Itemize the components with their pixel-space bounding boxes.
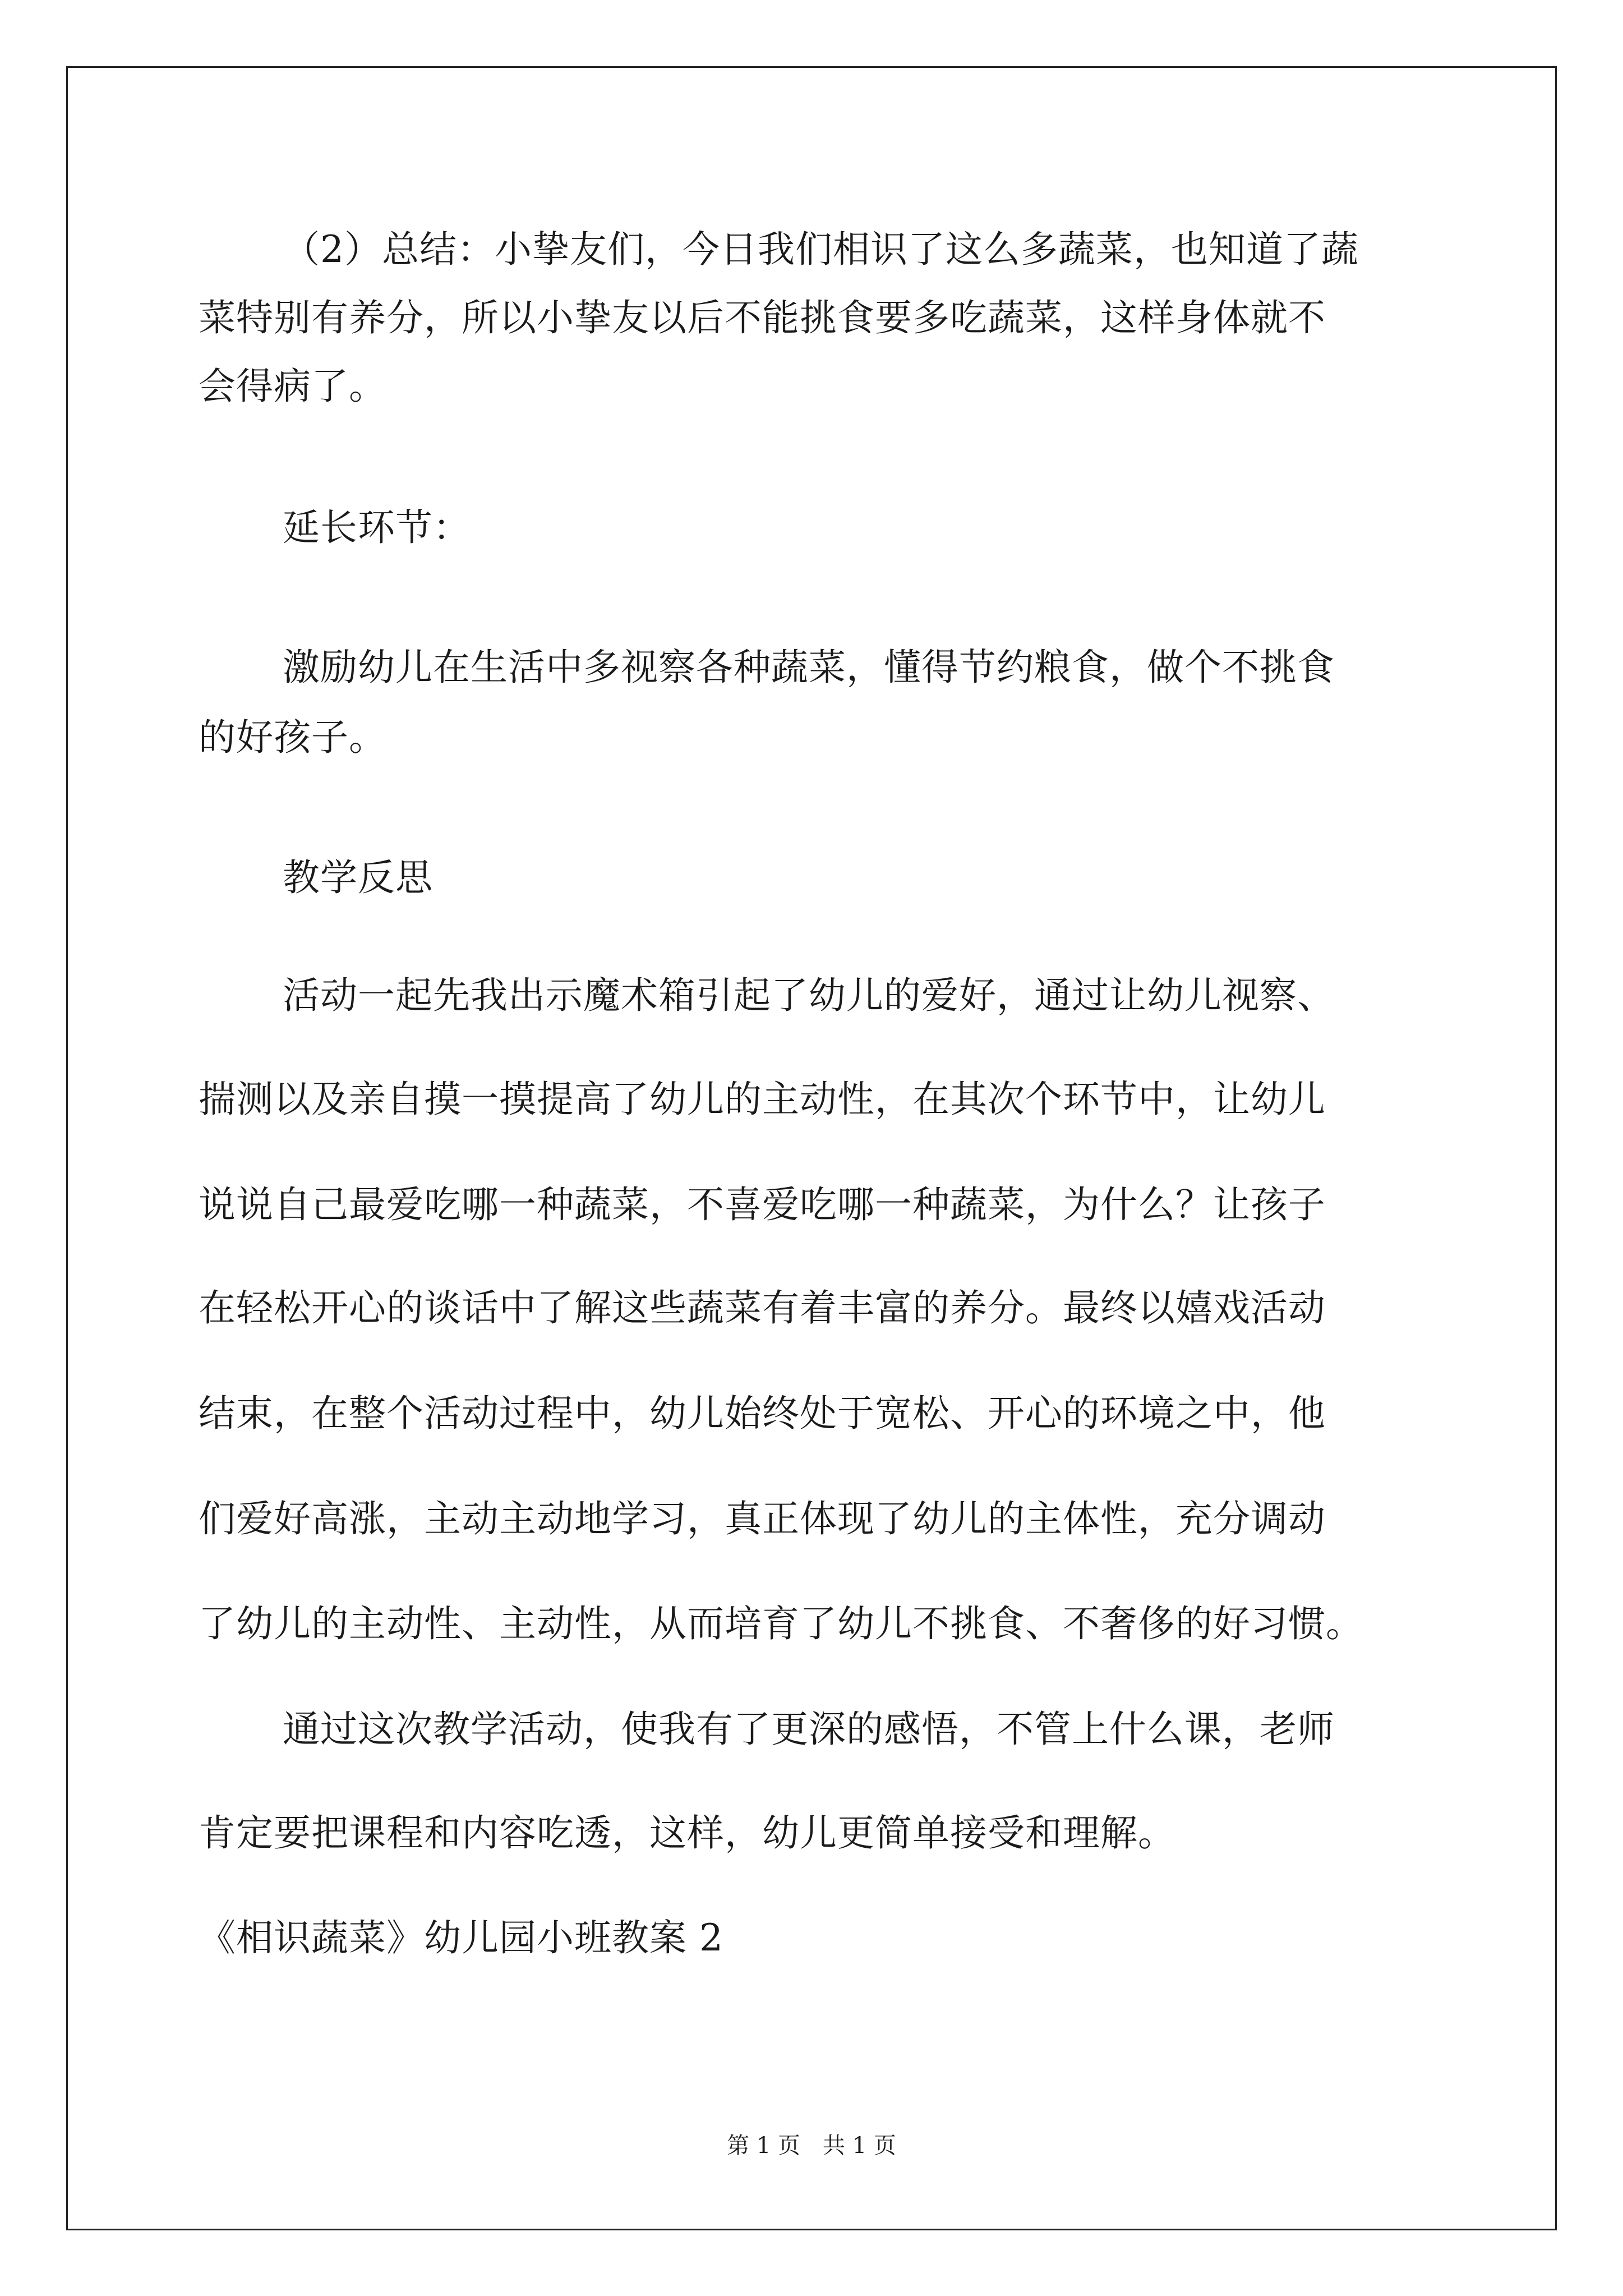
- reflection-line-2: 揣测以及亲自摸一摸提高了幼儿的主动性，在其次个环节中，让幼儿: [199, 1078, 1326, 1121]
- reflection-line-6: 们爱好高涨，主动主动地学习，真正体现了幼儿的主体性，充分调动: [199, 1497, 1326, 1540]
- reflection-line-1: 活动一起先我出示魔术箱引起了幼儿的爱好，通过让幼儿视察、: [283, 974, 1335, 1017]
- reflection-line-7: 了幼儿的主动性、主动性，从而培育了幼儿不挑食、不奢侈的好习惯。: [199, 1602, 1363, 1645]
- section-title: 《相识蔬菜》幼儿园小班教案 2: [199, 1916, 723, 1959]
- conclusion-line-2: 肯定要把课程和内容吃透，这样，幼儿更简单接受和理解。: [199, 1811, 1175, 1855]
- extension-heading: 延长环节：: [283, 506, 471, 549]
- extension-line-2: 的好孩子。: [199, 716, 386, 759]
- extension-line-1: 激励幼儿在生活中多视察各种蔬菜，懂得节约粮食，做个不挑食: [283, 646, 1335, 689]
- reflection-line-5: 结束，在整个活动过程中，幼儿始终处于宽松、开心的环境之中，他: [199, 1392, 1326, 1435]
- summary-line-3: 会得病了。: [199, 365, 386, 408]
- page-number-footer: 第 1 页 共 1 页: [727, 2133, 896, 2159]
- reflection-heading: 教学反思: [283, 856, 433, 899]
- reflection-line-3: 说说自己最爱吃哪一种蔬菜，不喜爱吃哪一种蔬菜，为什么？让孩子: [199, 1183, 1326, 1226]
- conclusion-line-1: 通过这次教学活动，使我有了更深的感悟，不管上什么课，老师: [283, 1708, 1335, 1751]
- reflection-line-4: 在轻松开心的谈话中了解这些蔬菜有着丰富的养分。最终以嬉戏活动: [199, 1286, 1326, 1329]
- summary-line-2: 菜特别有养分，所以小挚友以后不能挑食要多吃蔬菜，这样身体就不: [199, 296, 1326, 339]
- summary-line-1: （2）总结：小挚友们，今日我们相识了这么多蔬菜，也知道了蔬: [283, 228, 1359, 271]
